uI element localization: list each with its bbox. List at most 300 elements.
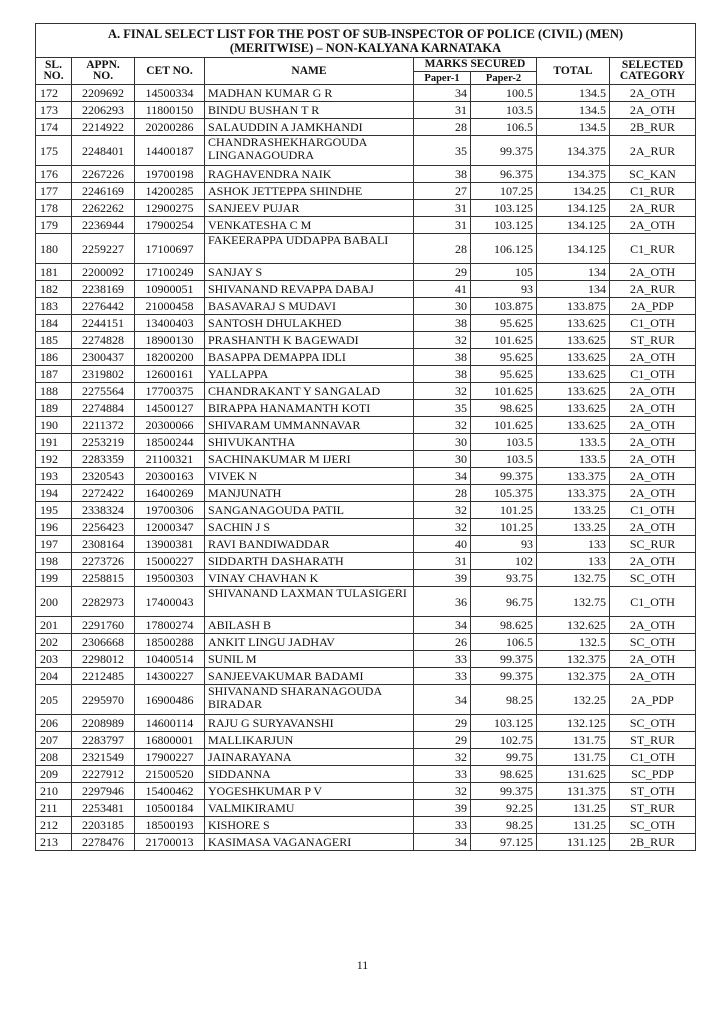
table-row xyxy=(36,349,696,366)
row-appn-no: 2274828 xyxy=(72,332,135,349)
table-row xyxy=(36,485,696,502)
row-sl-no: 213 xyxy=(36,834,72,851)
row-total: 134.125 xyxy=(537,234,610,264)
row-paper-1: 27 xyxy=(414,183,471,200)
row-sl-no: 204 xyxy=(36,668,72,685)
row-appn-no: 2248401 xyxy=(72,136,135,166)
row-sl-no: 208 xyxy=(36,749,72,766)
row-paper-2: 98.625 xyxy=(471,766,537,783)
row-cet-no: 12600161 xyxy=(135,366,205,383)
row-paper-2: 96.75 xyxy=(471,587,537,617)
row-total: 133.375 xyxy=(537,485,610,502)
row-cet-no: 15400462 xyxy=(135,783,205,800)
row-cet-no: 11800150 xyxy=(135,102,205,119)
row-appn-no: 2238169 xyxy=(72,281,135,298)
row-paper-1: 29 xyxy=(414,732,471,749)
row-appn-no: 2267226 xyxy=(72,166,135,183)
row-paper-2: 101.625 xyxy=(471,417,537,434)
row-total: 132.375 xyxy=(537,668,610,685)
row-paper-1: 35 xyxy=(414,400,471,417)
row-paper-2: 99.375 xyxy=(471,651,537,668)
table-row xyxy=(36,617,696,634)
row-sl-no: 205 xyxy=(36,685,72,715)
row-cet-no: 14400187 xyxy=(135,136,205,166)
row-paper-1: 31 xyxy=(414,200,471,217)
row-sl-no: 179 xyxy=(36,217,72,234)
row-sl-no: 181 xyxy=(36,264,72,281)
row-total: 133.625 xyxy=(537,417,610,434)
row-category: SC_KAN xyxy=(610,166,696,183)
row-appn-no: 2276442 xyxy=(72,298,135,315)
row-sl-no: 186 xyxy=(36,349,72,366)
row-cet-no: 18200200 xyxy=(135,349,205,366)
row-name: BASAVARAJ S MUDAVI xyxy=(205,298,414,315)
table-row xyxy=(36,749,696,766)
row-paper-1: 28 xyxy=(414,234,471,264)
table-body xyxy=(36,85,696,851)
row-paper-1: 29 xyxy=(414,715,471,732)
row-category: 2B_RUR xyxy=(610,834,696,851)
row-paper-1: 38 xyxy=(414,366,471,383)
row-paper-2: 106.5 xyxy=(471,634,537,651)
table-row xyxy=(36,570,696,587)
row-paper-1: 28 xyxy=(414,485,471,502)
row-paper-1: 38 xyxy=(414,315,471,332)
row-paper-2: 99.375 xyxy=(471,783,537,800)
table-row xyxy=(36,536,696,553)
row-sl-no: 199 xyxy=(36,570,72,587)
row-appn-no: 2203185 xyxy=(72,817,135,834)
row-sl-no: 178 xyxy=(36,200,72,217)
row-category: 2A_PDP xyxy=(610,298,696,315)
row-category: C1_OTH xyxy=(610,587,696,617)
row-cet-no: 19700198 xyxy=(135,166,205,183)
row-total: 131.25 xyxy=(537,817,610,834)
row-appn-no: 2262262 xyxy=(72,200,135,217)
table-row xyxy=(36,587,696,617)
row-total: 134.375 xyxy=(537,166,610,183)
row-paper-2: 99.375 xyxy=(471,136,537,166)
row-total: 132.75 xyxy=(537,570,610,587)
row-category: ST_RUR xyxy=(610,732,696,749)
row-sl-no: 206 xyxy=(36,715,72,732)
row-category: 2A_OTH xyxy=(610,85,696,102)
row-paper-2: 101.625 xyxy=(471,383,537,400)
row-appn-no: 2200092 xyxy=(72,264,135,281)
row-category: 2A_OTH xyxy=(610,519,696,536)
row-category: 2A_OTH xyxy=(610,217,696,234)
row-total: 131.125 xyxy=(537,834,610,851)
row-paper-2: 106.5 xyxy=(471,119,537,136)
row-paper-1: 39 xyxy=(414,800,471,817)
row-paper-2: 99.75 xyxy=(471,749,537,766)
header-paper-1: Paper-1 xyxy=(414,72,471,85)
row-total: 133.625 xyxy=(537,315,610,332)
row-paper-1: 30 xyxy=(414,451,471,468)
row-appn-no: 2272422 xyxy=(72,485,135,502)
row-sl-no: 184 xyxy=(36,315,72,332)
title-line-1: A. FINAL SELECT LIST FOR THE POST OF SUB-INSPECTOR OF POLICE (CIVIL) (MEN) xyxy=(108,26,624,41)
row-cet-no: 17800274 xyxy=(135,617,205,634)
row-paper-2: 98.25 xyxy=(471,685,537,715)
row-total: 131.625 xyxy=(537,766,610,783)
row-name: RAJU G SURYAVANSHI xyxy=(205,715,414,732)
row-paper-1: 33 xyxy=(414,668,471,685)
row-sl-no: 176 xyxy=(36,166,72,183)
row-category: C1_OTH xyxy=(610,366,696,383)
row-paper-1: 38 xyxy=(414,166,471,183)
header-selected-category: SELECTED CATEGORY xyxy=(610,58,696,85)
row-paper-2: 96.375 xyxy=(471,166,537,183)
row-cet-no: 10500184 xyxy=(135,800,205,817)
row-category: 2A_OTH xyxy=(610,102,696,119)
row-paper-2: 101.25 xyxy=(471,519,537,536)
row-name: RAVI BANDIWADDAR xyxy=(205,536,414,553)
row-paper-1: 32 xyxy=(414,332,471,349)
row-cet-no: 17100249 xyxy=(135,264,205,281)
table-row xyxy=(36,298,696,315)
row-name: ABILASH B xyxy=(205,617,414,634)
table-row xyxy=(36,800,696,817)
table-row xyxy=(36,834,696,851)
row-appn-no: 2297946 xyxy=(72,783,135,800)
row-paper-1: 34 xyxy=(414,85,471,102)
table-row xyxy=(36,119,696,136)
row-category: 2B_RUR xyxy=(610,119,696,136)
table-row xyxy=(36,332,696,349)
row-sl-no: 197 xyxy=(36,536,72,553)
table-row xyxy=(36,685,696,715)
row-category: 2A_OTH xyxy=(610,668,696,685)
table-row xyxy=(36,136,696,166)
row-sl-no: 173 xyxy=(36,102,72,119)
row-paper-2: 103.125 xyxy=(471,200,537,217)
row-appn-no: 2212485 xyxy=(72,668,135,685)
row-name: VENKATESHA C M xyxy=(205,217,414,234)
row-appn-no: 2320543 xyxy=(72,468,135,485)
row-sl-no: 182 xyxy=(36,281,72,298)
row-category: 2A_OTH xyxy=(610,417,696,434)
table-row xyxy=(36,264,696,281)
row-cet-no: 17700375 xyxy=(135,383,205,400)
row-name: SHIVARAM UMMANNAVAR xyxy=(205,417,414,434)
row-category: 2A_OTH xyxy=(610,264,696,281)
row-total: 133.5 xyxy=(537,434,610,451)
row-category: 2A_OTH xyxy=(610,400,696,417)
row-appn-no: 2321549 xyxy=(72,749,135,766)
row-total: 132.25 xyxy=(537,685,610,715)
row-appn-no: 2236944 xyxy=(72,217,135,234)
row-paper-1: 34 xyxy=(414,468,471,485)
row-total: 132.125 xyxy=(537,715,610,732)
row-total: 133.5 xyxy=(537,451,610,468)
row-paper-2: 103.875 xyxy=(471,298,537,315)
row-category: SC_OTH xyxy=(610,715,696,732)
table-row xyxy=(36,102,696,119)
row-paper-1: 32 xyxy=(414,519,471,536)
row-total: 134.5 xyxy=(537,85,610,102)
row-cet-no: 13900381 xyxy=(135,536,205,553)
row-name: MANJUNATH xyxy=(205,485,414,502)
row-total: 133 xyxy=(537,536,610,553)
table-row xyxy=(36,183,696,200)
row-paper-1: 30 xyxy=(414,298,471,315)
row-cet-no: 10400514 xyxy=(135,651,205,668)
header-appn-no: APPN. NO. xyxy=(72,58,135,85)
row-category: SC_OTH xyxy=(610,570,696,587)
row-name: BINDU BUSHAN T R xyxy=(205,102,414,119)
row-paper-1: 35 xyxy=(414,136,471,166)
row-total: 131.375 xyxy=(537,783,610,800)
row-paper-2: 102 xyxy=(471,553,537,570)
row-sl-no: 187 xyxy=(36,366,72,383)
row-total: 133.25 xyxy=(537,519,610,536)
row-name: SANJEEVAKUMAR BADAMI xyxy=(205,668,414,685)
row-total: 134.125 xyxy=(537,200,610,217)
table-row xyxy=(36,281,696,298)
row-category: C1_RUR xyxy=(610,183,696,200)
row-paper-2: 98.625 xyxy=(471,400,537,417)
header-marks-secured: MARKS SECURED xyxy=(414,58,537,72)
row-total: 133.625 xyxy=(537,332,610,349)
row-appn-no: 2209692 xyxy=(72,85,135,102)
row-sl-no: 194 xyxy=(36,485,72,502)
row-sl-no: 198 xyxy=(36,553,72,570)
row-cet-no: 18900130 xyxy=(135,332,205,349)
row-total: 132.75 xyxy=(537,587,610,617)
row-name: SANTOSH DHULAKHED xyxy=(205,315,414,332)
table-row xyxy=(36,468,696,485)
row-paper-2: 95.625 xyxy=(471,366,537,383)
row-appn-no: 2338324 xyxy=(72,502,135,519)
row-paper-2: 93 xyxy=(471,281,537,298)
row-category: ST_OTH xyxy=(610,783,696,800)
document-title xyxy=(36,24,696,58)
row-name: YALLAPPA xyxy=(205,366,414,383)
table-row xyxy=(36,451,696,468)
select-list-table xyxy=(35,23,696,851)
row-category: 2A_OTH xyxy=(610,451,696,468)
row-cet-no: 20300066 xyxy=(135,417,205,434)
row-cet-no: 18500244 xyxy=(135,434,205,451)
row-appn-no: 2253219 xyxy=(72,434,135,451)
table-row xyxy=(36,366,696,383)
table-row xyxy=(36,315,696,332)
row-sl-no: 192 xyxy=(36,451,72,468)
row-cet-no: 14500127 xyxy=(135,400,205,417)
row-sl-no: 195 xyxy=(36,502,72,519)
row-name: KASIMASA VAGANAGERI xyxy=(205,834,414,851)
row-paper-2: 102.75 xyxy=(471,732,537,749)
row-paper-1: 32 xyxy=(414,383,471,400)
row-category: SC_OTH xyxy=(610,817,696,834)
row-category: 2A_OTH xyxy=(610,434,696,451)
row-appn-no: 2308164 xyxy=(72,536,135,553)
row-paper-1: 32 xyxy=(414,783,471,800)
header-cet-no: CET NO. xyxy=(135,58,205,85)
row-appn-no: 2282973 xyxy=(72,587,135,617)
row-paper-1: 31 xyxy=(414,217,471,234)
row-total: 134.5 xyxy=(537,119,610,136)
row-name: PRASHANTH K BAGEWADI xyxy=(205,332,414,349)
row-name: SUNIL M xyxy=(205,651,414,668)
row-appn-no: 2319802 xyxy=(72,366,135,383)
table-row xyxy=(36,817,696,834)
row-category: 2A_PDP xyxy=(610,685,696,715)
row-sl-no: 190 xyxy=(36,417,72,434)
row-total: 132.625 xyxy=(537,617,610,634)
row-appn-no: 2211372 xyxy=(72,417,135,434)
row-category: SC_RUR xyxy=(610,536,696,553)
table-row xyxy=(36,553,696,570)
table-row xyxy=(36,668,696,685)
row-paper-2: 93 xyxy=(471,536,537,553)
row-paper-1: 40 xyxy=(414,536,471,553)
row-sl-no: 180 xyxy=(36,234,72,264)
row-appn-no: 2253481 xyxy=(72,800,135,817)
row-name: VALMIKIRAMU xyxy=(205,800,414,817)
row-paper-2: 105.375 xyxy=(471,485,537,502)
row-sl-no: 172 xyxy=(36,85,72,102)
row-paper-1: 39 xyxy=(414,570,471,587)
header-name: NAME xyxy=(205,58,414,85)
row-paper-1: 33 xyxy=(414,766,471,783)
row-cet-no: 21700013 xyxy=(135,834,205,851)
row-appn-no: 2283797 xyxy=(72,732,135,749)
row-paper-1: 34 xyxy=(414,834,471,851)
row-name: SHIVUKANTHA xyxy=(205,434,414,451)
row-total: 133.625 xyxy=(537,400,610,417)
row-sl-no: 191 xyxy=(36,434,72,451)
row-appn-no: 2208989 xyxy=(72,715,135,732)
row-cet-no: 18500193 xyxy=(135,817,205,834)
row-total: 134.125 xyxy=(537,217,610,234)
row-name: CHANDRAKANT Y SANGALAD xyxy=(205,383,414,400)
row-name: SANGANAGOUDA PATIL xyxy=(205,502,414,519)
table-row xyxy=(36,166,696,183)
row-name: SANJAY S xyxy=(205,264,414,281)
row-name: SALAUDDIN A JAMKHANDI xyxy=(205,119,414,136)
row-name: SHIVANAND REVAPPA DABAJ xyxy=(205,281,414,298)
row-sl-no: 196 xyxy=(36,519,72,536)
row-appn-no: 2206293 xyxy=(72,102,135,119)
row-name: JAINARAYANA xyxy=(205,749,414,766)
row-paper-1: 29 xyxy=(414,264,471,281)
row-appn-no: 2227912 xyxy=(72,766,135,783)
row-cet-no: 19700306 xyxy=(135,502,205,519)
row-paper-2: 103.5 xyxy=(471,102,537,119)
row-cet-no: 14200285 xyxy=(135,183,205,200)
row-sl-no: 174 xyxy=(36,119,72,136)
table-row xyxy=(36,634,696,651)
row-cet-no: 21500520 xyxy=(135,766,205,783)
row-total: 132.5 xyxy=(537,634,610,651)
row-paper-2: 103.125 xyxy=(471,715,537,732)
row-name: ANKIT LINGU JADHAV xyxy=(205,634,414,651)
page-number: 11 xyxy=(356,958,369,972)
row-total: 131.75 xyxy=(537,732,610,749)
table-row xyxy=(36,766,696,783)
row-appn-no: 2300437 xyxy=(72,349,135,366)
row-total: 134.25 xyxy=(537,183,610,200)
row-paper-2: 95.625 xyxy=(471,315,537,332)
row-paper-1: 30 xyxy=(414,434,471,451)
row-cet-no: 15000227 xyxy=(135,553,205,570)
table-row xyxy=(36,434,696,451)
row-name: ASHOK JETTEPPA SHINDHE xyxy=(205,183,414,200)
row-paper-2: 98.25 xyxy=(471,817,537,834)
row-cet-no: 20200286 xyxy=(135,119,205,136)
row-total: 133.625 xyxy=(537,366,610,383)
row-category: 2A_OTH xyxy=(610,617,696,634)
row-category: 2A_RUR xyxy=(610,281,696,298)
title-line-2: (MERITWISE) – NON-KALYANA KARNATAKA xyxy=(229,40,502,55)
row-name: BIRAPPA HANAMANTH KOTI xyxy=(205,400,414,417)
row-appn-no: 2278476 xyxy=(72,834,135,851)
row-sl-no: 210 xyxy=(36,783,72,800)
row-total: 133.25 xyxy=(537,502,610,519)
table-row xyxy=(36,417,696,434)
row-name: VINAY CHAVHAN K xyxy=(205,570,414,587)
row-name: KISHORE S xyxy=(205,817,414,834)
row-paper-1: 31 xyxy=(414,553,471,570)
row-sl-no: 203 xyxy=(36,651,72,668)
row-appn-no: 2214922 xyxy=(72,119,135,136)
row-appn-no: 2244151 xyxy=(72,315,135,332)
table-row xyxy=(36,200,696,217)
row-sl-no: 193 xyxy=(36,468,72,485)
row-category: 2A_OTH xyxy=(610,485,696,502)
row-cet-no: 14600114 xyxy=(135,715,205,732)
row-name: SHIVANAND LAXMAN TULASIGERI xyxy=(205,587,414,617)
table-row xyxy=(36,651,696,668)
row-cet-no: 17400043 xyxy=(135,587,205,617)
row-category: 2A_OTH xyxy=(610,468,696,485)
row-total: 133.375 xyxy=(537,468,610,485)
row-name: SACHINAKUMAR M IJERI xyxy=(205,451,414,468)
row-total: 133 xyxy=(537,553,610,570)
row-paper-1: 34 xyxy=(414,617,471,634)
row-category: C1_OTH xyxy=(610,315,696,332)
row-cet-no: 17100697 xyxy=(135,234,205,264)
row-sl-no: 201 xyxy=(36,617,72,634)
row-paper-2: 99.375 xyxy=(471,468,537,485)
row-paper-1: 33 xyxy=(414,651,471,668)
row-cet-no: 16400269 xyxy=(135,485,205,502)
row-paper-2: 99.375 xyxy=(471,668,537,685)
row-appn-no: 2256423 xyxy=(72,519,135,536)
row-paper-2: 92.25 xyxy=(471,800,537,817)
row-paper-1: 41 xyxy=(414,281,471,298)
row-paper-1: 32 xyxy=(414,749,471,766)
row-cet-no: 16800001 xyxy=(135,732,205,749)
table-row xyxy=(36,519,696,536)
row-paper-2: 98.625 xyxy=(471,617,537,634)
row-appn-no: 2275564 xyxy=(72,383,135,400)
row-paper-1: 36 xyxy=(414,587,471,617)
row-name: SIDDANNA xyxy=(205,766,414,783)
row-paper-1: 31 xyxy=(414,102,471,119)
row-cet-no: 17900254 xyxy=(135,217,205,234)
row-sl-no: 183 xyxy=(36,298,72,315)
row-appn-no: 2246169 xyxy=(72,183,135,200)
row-paper-2: 100.5 xyxy=(471,85,537,102)
row-paper-2: 106.125 xyxy=(471,234,537,264)
row-name: VIVEK N xyxy=(205,468,414,485)
row-sl-no: 212 xyxy=(36,817,72,834)
row-paper-1: 38 xyxy=(414,349,471,366)
row-total: 134 xyxy=(537,281,610,298)
